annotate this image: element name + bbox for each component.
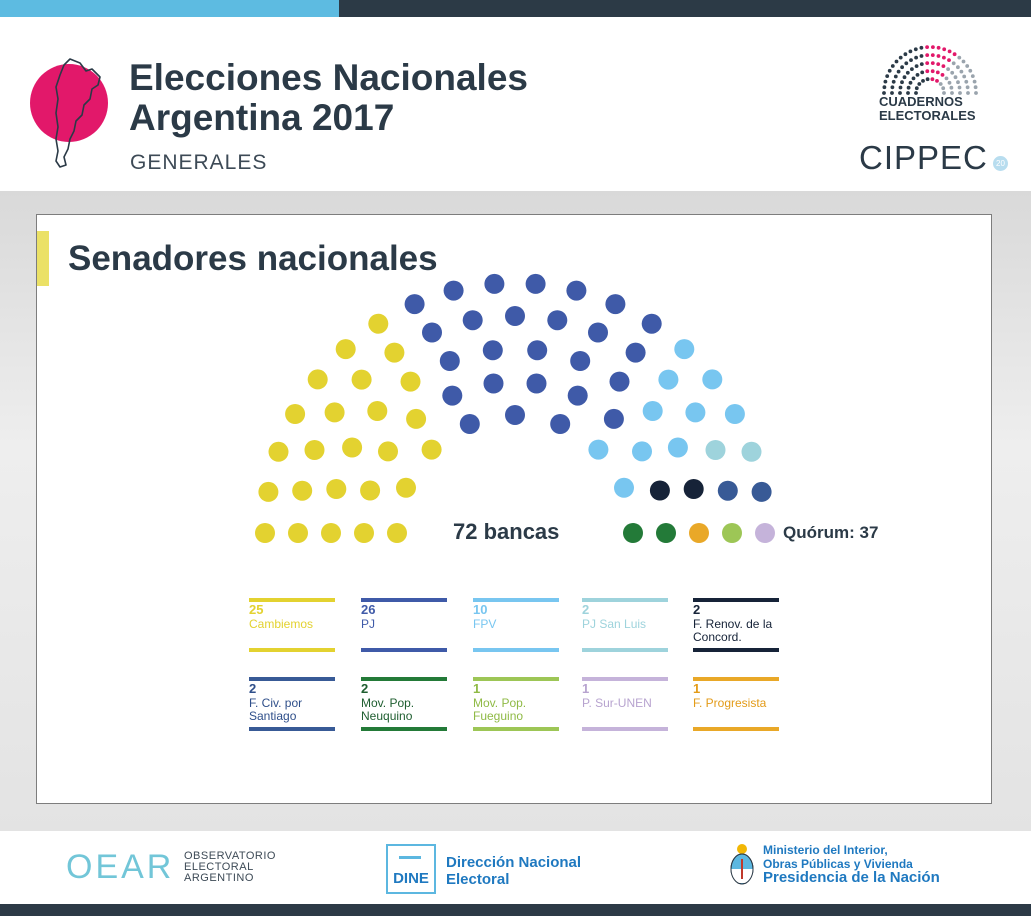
dine-logo-line (399, 856, 421, 859)
seat-dot (658, 370, 678, 390)
logo-dot (936, 71, 940, 75)
seat-dot (463, 310, 483, 330)
legend-bar-bottom (361, 727, 447, 731)
logo-dot (892, 80, 896, 84)
seat-dot (422, 440, 442, 460)
logo-dot (900, 80, 904, 84)
logo-dot (914, 56, 918, 60)
legend-count: 2 (693, 602, 701, 617)
logo-dot (966, 85, 970, 89)
legend-item (582, 598, 668, 652)
logo-dot (891, 85, 895, 89)
seat-dot (387, 523, 407, 543)
legend-bar-top (582, 598, 668, 602)
seat-dot (368, 314, 388, 334)
logo-dot (925, 69, 929, 73)
seat-dot (604, 409, 624, 429)
legend-count: 2 (582, 602, 590, 617)
logo-dot (920, 46, 924, 50)
seat-dot (668, 438, 688, 458)
logo-dot (945, 77, 949, 81)
seat-dot (422, 323, 442, 343)
legend-bar-bottom (582, 727, 668, 731)
logo-dot (920, 71, 924, 75)
argentina-map-icon (40, 57, 110, 169)
oear-line3: ARGENTINO (184, 872, 254, 884)
seat-dot (550, 414, 570, 434)
legend-bar-bottom (473, 648, 559, 652)
legend-item (361, 598, 447, 652)
logo-dot (962, 75, 966, 79)
seat-dot (505, 405, 525, 425)
seat-dot (336, 339, 356, 359)
seat-dot (642, 314, 662, 334)
logo-dot (954, 75, 958, 79)
seat-dot (643, 401, 663, 421)
logo-dot (960, 70, 964, 74)
logo-dot (904, 52, 908, 56)
oear-line1: OBSERVATORIO (184, 850, 276, 862)
seat-dot (626, 343, 646, 363)
logo-dot (885, 74, 889, 78)
seat-dot (484, 274, 504, 294)
logo-dot (899, 56, 903, 60)
logo-dot (942, 47, 946, 51)
logo-dot (925, 61, 929, 65)
seat-dot (725, 404, 745, 424)
logo-dot (915, 64, 919, 68)
ce-line2: ELECTORALES (879, 108, 976, 123)
seat-dot (752, 482, 772, 502)
seat-dot (360, 481, 380, 501)
seat-dot (326, 479, 346, 499)
seat-dot (258, 482, 278, 502)
logo-dot (962, 60, 966, 64)
logo-dot (964, 80, 968, 84)
logo-dot (907, 86, 911, 90)
legend-party-name: P. Sur-UNEN (582, 696, 652, 710)
logo-dot (948, 50, 952, 54)
seat-dot (378, 441, 398, 461)
seat-dot (255, 523, 275, 543)
logo-dot (936, 62, 940, 66)
legend-party-name: Mov. Pop. Fueguino (473, 696, 527, 723)
legend-item (693, 598, 779, 652)
seat-dot (650, 481, 670, 501)
logo-dot (950, 71, 954, 75)
seat-dot (483, 340, 503, 360)
seat-dot (674, 339, 694, 359)
logo-dot (942, 56, 946, 60)
seat-dot (505, 306, 525, 326)
header-subtitle: GENERALES (130, 151, 268, 174)
dine-line2: Electoral (446, 871, 510, 888)
logo-dot (906, 71, 910, 75)
oear-line2: ELECTORAL (184, 861, 254, 873)
seat-dot (288, 523, 308, 543)
chart-title: Senadores nacionales (68, 239, 438, 278)
seat-dot (285, 404, 305, 424)
logo-dot (971, 74, 975, 78)
legend-count: 2 (249, 681, 257, 696)
legend-bar-bottom (693, 727, 779, 731)
parliament-dots-logo-icon (875, 43, 985, 95)
logo-dot (925, 53, 929, 57)
seat-dot (269, 442, 289, 462)
legend-count: 2 (361, 681, 369, 696)
seat-dot (632, 441, 652, 461)
logo-dot (958, 86, 962, 90)
seat-dot (623, 523, 643, 543)
oear-logo: OEAR (66, 848, 175, 886)
cippec-anniversary-badge: 20 (993, 156, 1008, 171)
legend-bar-top (693, 598, 779, 602)
legend-party-name: Mov. Pop. Neuquino (361, 696, 415, 723)
logo-dot (895, 60, 899, 64)
seat-dot (367, 401, 387, 421)
cuadernos-electorales-logo (879, 95, 976, 123)
logo-dot (931, 45, 935, 49)
seat-dot (401, 372, 421, 392)
seat-dot (689, 523, 709, 543)
legend-bar-bottom (249, 648, 335, 652)
legend-bar-bottom (693, 648, 779, 652)
seat-dot (684, 479, 704, 499)
logo-dot (925, 45, 929, 49)
seat-dot (685, 402, 705, 422)
legend-party-name: FPV (473, 617, 497, 631)
legend-item (582, 677, 668, 731)
legend-count: 10 (473, 602, 488, 617)
dine-logo (386, 844, 436, 894)
logo-dot (899, 86, 903, 90)
logo-dot (968, 69, 972, 73)
logo-dot (965, 64, 969, 68)
logo-dot (956, 65, 960, 69)
legend-item (361, 677, 447, 731)
legend-count: 1 (582, 681, 590, 696)
logo-dot (941, 73, 945, 77)
logo-dot (952, 61, 956, 65)
seat-dot (702, 369, 722, 389)
quorum-label: Quórum: 37 (783, 523, 879, 542)
dine-line1: Dirección Nacional (446, 854, 582, 871)
legend-count: 1 (473, 681, 481, 696)
legend-item (473, 677, 559, 731)
logo-dot (926, 77, 930, 81)
logo-dot (935, 79, 939, 83)
logo-dot (910, 67, 914, 71)
seat-dot (526, 274, 546, 294)
seat-dot (460, 414, 480, 434)
logo-dot (921, 79, 925, 83)
logo-dot (941, 86, 945, 90)
legend-bar-top (473, 677, 559, 681)
seat-dot (342, 438, 362, 458)
ministry-line1: Ministerio del Interior, (763, 843, 888, 857)
seat-dot (444, 281, 464, 301)
senate-card (36, 214, 992, 804)
legend-party-name: PJ (361, 617, 376, 631)
legend-bar-top (693, 677, 779, 681)
seat-dot (527, 340, 547, 360)
logo-dot (939, 82, 943, 86)
header-title-line2: Argentina 2017 (129, 97, 395, 138)
seat-dot (588, 440, 608, 460)
logo-dot (953, 52, 957, 56)
logo-dot (897, 70, 901, 74)
logo-dot (900, 65, 904, 69)
logo-dot (931, 61, 935, 65)
seat-dot (706, 440, 726, 460)
cippec-logo: CIPPEC (859, 139, 988, 176)
logo-dot (942, 64, 946, 68)
seat-dot (570, 351, 590, 371)
legend-count: 1 (693, 681, 701, 696)
seat-dot (305, 440, 325, 460)
legend-bar-top (249, 677, 335, 681)
seat-dot (742, 442, 762, 462)
seat-dot (405, 294, 425, 314)
logo-dot (891, 64, 895, 68)
legend-bar-bottom (473, 727, 559, 731)
bottom-bar (0, 904, 1031, 916)
seat-dot (325, 402, 345, 422)
logo-dot (915, 86, 919, 90)
legend-item (473, 598, 559, 652)
legend-party-name: Cambiemos (249, 617, 314, 631)
dine-logo-text: DINE (393, 870, 429, 887)
seat-dot (605, 294, 625, 314)
logo-dot (956, 80, 960, 84)
legend-count: 26 (361, 602, 376, 617)
ce-line1: CUADERNOS (879, 94, 963, 109)
legend-bar-bottom (361, 648, 447, 652)
seat-dot (352, 370, 372, 390)
logo-dot (894, 75, 898, 79)
ministry-name (763, 843, 940, 885)
legend-party-name: F. Renov. de la Concord. (693, 617, 773, 644)
logo-dot (909, 50, 913, 54)
seat-dot (755, 523, 775, 543)
legend-party-name: F. Civ. por Santiago (249, 696, 303, 723)
logo-dot (937, 46, 941, 50)
logo-dot (903, 75, 907, 79)
top-bar-accent (0, 0, 339, 17)
seat-dot (718, 481, 738, 501)
logo-dot (917, 82, 921, 86)
legend-party-name: F. Progresista (693, 696, 767, 710)
logo-dot (920, 54, 924, 58)
seat-dot (527, 374, 547, 394)
logo-dot (931, 77, 935, 81)
seat-dot (568, 386, 588, 406)
logo-dot (974, 85, 978, 89)
ministry-line2: Obras Públicas y Vivienda (763, 857, 913, 871)
seat-dot (396, 478, 416, 498)
header-title-line1: Elecciones Nacionales (129, 57, 528, 98)
logo-dot (909, 58, 913, 62)
seat-dot (321, 523, 341, 543)
legend-bar-top (361, 677, 447, 681)
logo-dot (883, 85, 887, 89)
legend-item (249, 677, 335, 731)
seat-dot (610, 372, 630, 392)
logo-dot (912, 77, 916, 81)
seat-dot (442, 386, 462, 406)
seat-dot (384, 343, 404, 363)
logo-dot (948, 81, 952, 85)
dine-name (446, 854, 581, 888)
logo-dot (888, 69, 892, 73)
ministry-line3: Presidencia de la Nación (763, 869, 940, 886)
legend-bar-top (582, 677, 668, 681)
seat-dot (484, 374, 504, 394)
footer (0, 831, 1031, 904)
legend-bar-bottom (582, 648, 668, 652)
logo-dot (947, 58, 951, 62)
logo-dot (937, 54, 941, 58)
logo-dot (957, 56, 961, 60)
total-seats-label: 72 bancas (453, 519, 560, 544)
seat-dot (547, 310, 567, 330)
logo-dot (931, 53, 935, 57)
logo-dot (884, 80, 888, 84)
legend-count: 25 (249, 602, 264, 617)
legend-item (693, 677, 779, 731)
legend-bar-bottom (249, 727, 335, 731)
logo-dot (904, 61, 908, 65)
logo-dot (950, 86, 954, 90)
logo-dot (973, 80, 977, 84)
logo-dot (931, 69, 935, 73)
legend-party-name: PJ San Luis (582, 617, 647, 631)
header (0, 17, 1031, 191)
logo-dot (946, 67, 950, 71)
seat-dot (292, 481, 312, 501)
seat-dot (588, 323, 608, 343)
seat-dot (566, 281, 586, 301)
seat-dot (440, 351, 460, 371)
argentina-crest-icon (728, 843, 756, 887)
logo-dot (916, 73, 920, 77)
seat-dot (354, 523, 374, 543)
oear-logo-text (184, 851, 276, 884)
logo-dot (909, 81, 913, 85)
legend-item (249, 598, 335, 652)
logo-dot (914, 47, 918, 51)
seat-dot (308, 369, 328, 389)
seat-dot (656, 523, 676, 543)
seat-dot (614, 478, 634, 498)
logo-dot (920, 62, 924, 66)
seat-dot (406, 409, 426, 429)
seat-dot (722, 523, 742, 543)
